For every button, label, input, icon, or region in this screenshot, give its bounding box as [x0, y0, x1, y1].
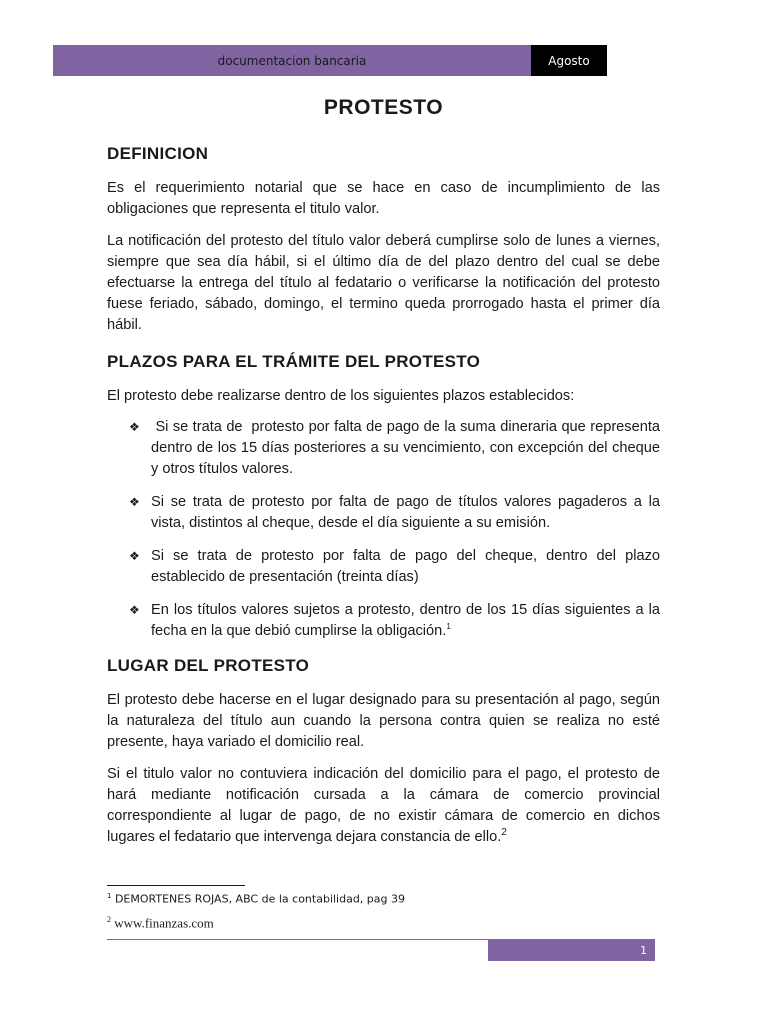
- section-heading-lugar: LUGAR DEL PROTESTO: [107, 656, 310, 675]
- list-item: [129, 546, 660, 588]
- list-item: [129, 417, 669, 480]
- section-heading-definicion: DEFINICION: [107, 144, 209, 163]
- list-item-text: En los títulos valores sujetos a protesto, dentro de los 15 días siguientes a la fecha en la que debió cumplirse la obligación.: [151, 602, 660, 639]
- page-header: [53, 45, 607, 76]
- page-title: PROTESTO: [323, 96, 444, 119]
- document-body: [107, 96, 669, 859]
- diamond-bullet-icon: ❖: [129, 603, 140, 617]
- diamond-bullet-icon: ❖: [129, 549, 140, 563]
- paragraph-container: [107, 764, 660, 848]
- footnote-link[interactable]: www.finanzas.com: [111, 915, 214, 931]
- diamond-bullet-icon: ❖: [129, 420, 140, 434]
- footnote-separator: [107, 885, 245, 886]
- list-item: [129, 492, 660, 534]
- footnote-reference[interactable]: 1: [446, 622, 451, 632]
- header-month: Agosto: [531, 45, 607, 76]
- list-item: [129, 600, 660, 642]
- list-item-text: Si se trata de protesto por falta de pago del cheque, dentro del plazo establecido de presentación (treinta días): [151, 548, 660, 585]
- list-item-text: Si se trata de protesto por falta de pago de la suma dineraria que representa dentro de los 15 días posteriores a su vencimiento, con excepción del cheque y otros títulos valores.: [151, 419, 669, 477]
- plazos-list: [107, 417, 669, 642]
- page-number: 1: [488, 939, 655, 961]
- footnote-reference[interactable]: 2: [501, 827, 507, 839]
- header-document-title: documentacion bancaria: [53, 45, 531, 76]
- paragraph-text: Si el titulo valor no contuviera indicación del domicilio para el pago, el protesto de hará mediante notificación cursada a la cámara de comercio provincial correspondiente al lugar de pago, de no existir cámara de comercio en dichos lugares el fedatario que intervenga dejara constancia de ello.: [107, 766, 660, 845]
- diamond-bullet-icon: ❖: [129, 495, 140, 509]
- paragraph: El protesto debe hacerse en el lugar designado para su presentación al pago, según la naturaleza del título aun cuando la persona contra quien se realiza no esté presente, haya variado el domicilio real.: [107, 692, 660, 750]
- paragraph: El protesto debe realizarse dentro de los siguientes plazos establecidos:: [107, 388, 575, 404]
- footnote-mark: 2: [107, 915, 111, 924]
- footnote-1: [107, 892, 405, 906]
- footnote-text: DEMORTENES ROJAS, ABC de la contabilidad, pag 39: [111, 892, 406, 906]
- list-item-text-container: [151, 600, 660, 642]
- section-heading-plazos: PLAZOS PARA EL TRÁMITE DEL PROTESTO: [107, 352, 481, 371]
- list-item-text: Si se trata de protesto por falta de pago de títulos valores pagaderos a la vista, distintos al cheque, desde el día siguiente a su emisión.: [151, 494, 660, 531]
- footnote-2: [107, 915, 214, 931]
- paragraph: La notificación del protesto del título valor deberá cumplirse solo de lunes a viernes, siempre que sea día hábil, si el último día de del plazo dentro del cual se debe efectuarse la entrega del título al fedatario o verificarse la notificación del protesto fuese feriado, sábado, domingo, el termino queda prorrogado hasta el primer día hábil.: [107, 233, 660, 333]
- footnote-mark: 1: [107, 892, 112, 900]
- paragraph: Es el requerimiento notarial que se hace en caso de incumplimiento de las obligaciones que representa el titulo valor.: [107, 180, 660, 217]
